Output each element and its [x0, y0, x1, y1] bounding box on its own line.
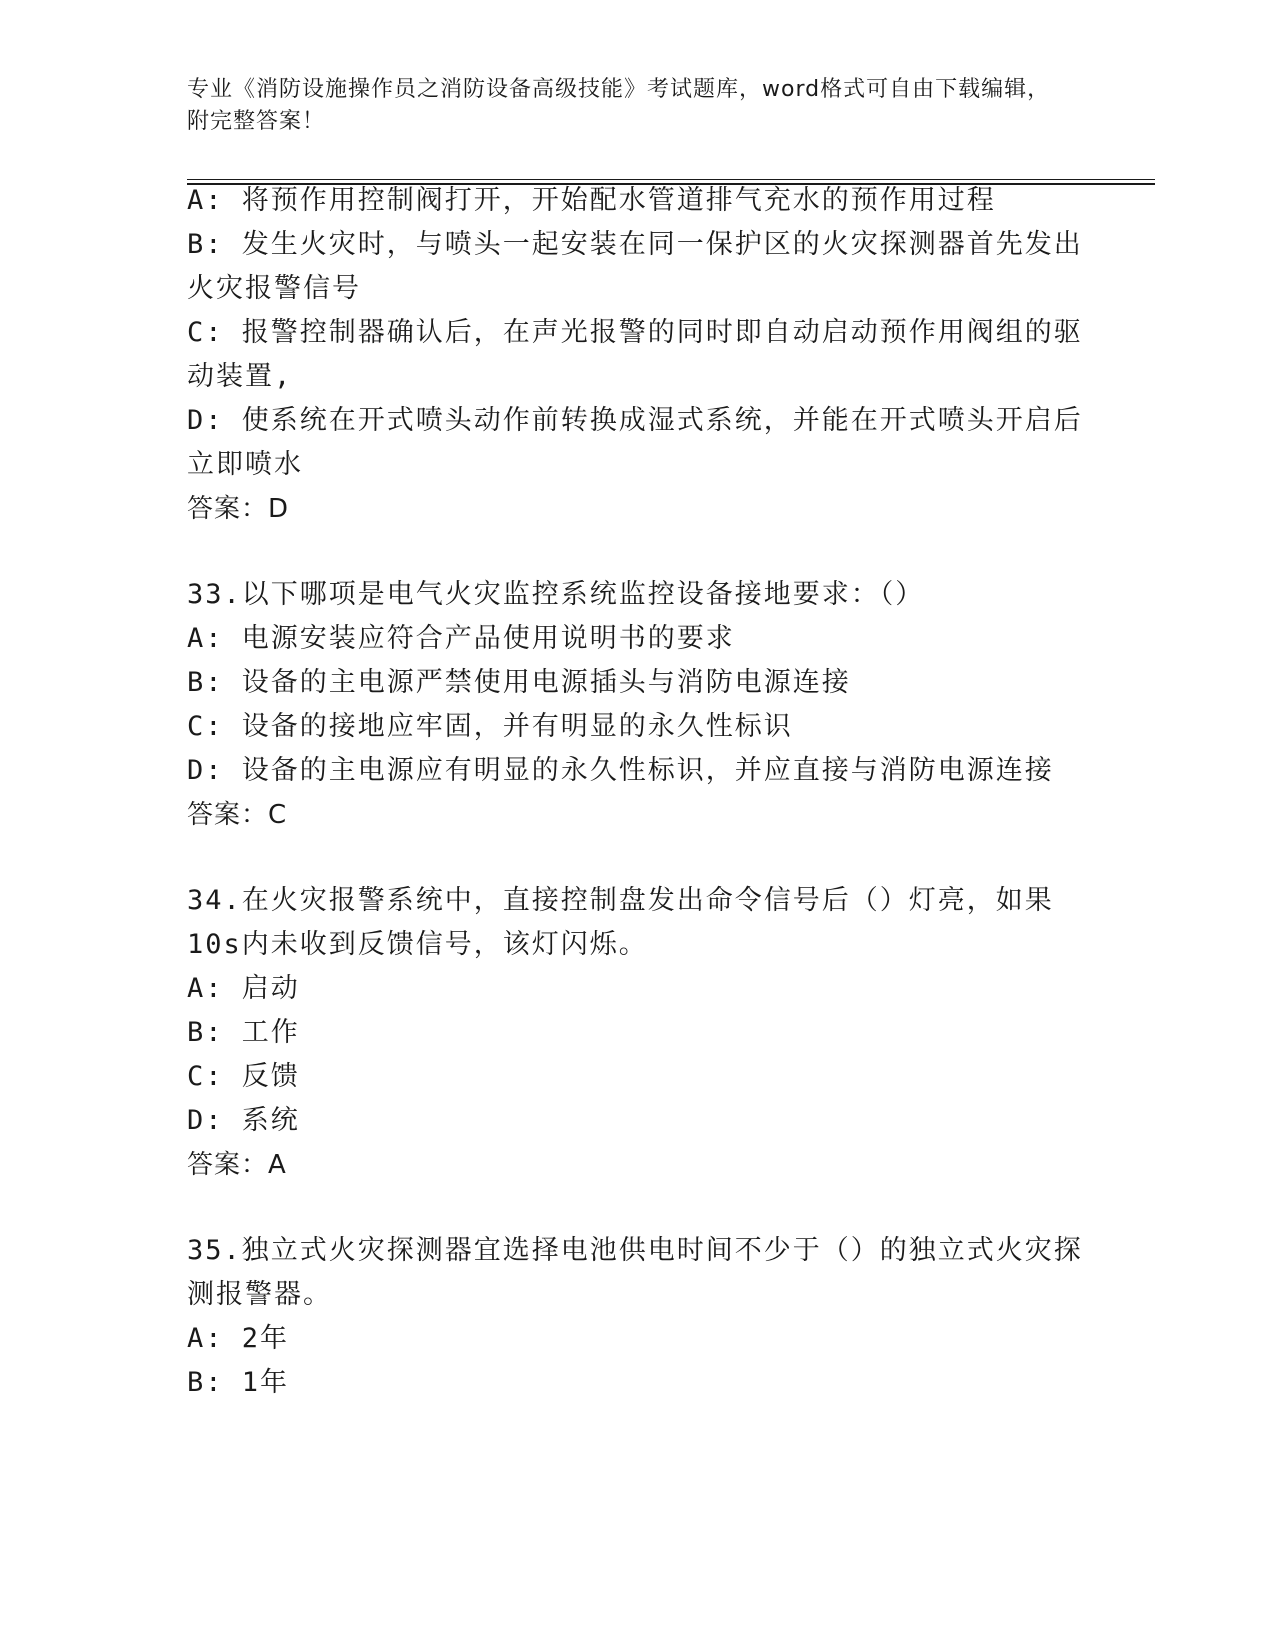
q33-option-a: A: 电源安装应符合产品使用说明书的要求	[187, 623, 735, 654]
q35-option-a: A: 2年	[187, 1323, 290, 1354]
q32-option-c: C: 报警控制器确认后，在声光报警的同时即自动启动预作用阀组的驱	[187, 317, 1083, 348]
q32-option-b: B: 发生火灾时，与喷头一起安装在同一保护区的火灾探测器首先发出	[187, 229, 1083, 260]
q34-option-d: D: 系统	[187, 1105, 300, 1136]
q32-option-a: A: 将预作用控制阀打开，开始配水管道排气充水的预作用过程	[187, 185, 996, 216]
q35-stem-cont: 测报警器。	[187, 1279, 332, 1310]
document-header: 专业《消防设施操作员之消防设备高级技能》考试题库，word格式可自由下载编辑，附完整答案！	[187, 77, 1051, 134]
q32-answer: 答案：D	[187, 494, 290, 524]
q35-stem: 35.独立式火灾探测器宜选择电池供电时间不少于（）的独立式火灾探	[187, 1235, 1083, 1266]
q34-option-c: C: 反馈	[187, 1061, 300, 1092]
q33-answer: 答案：C	[187, 800, 288, 830]
q34-stem: 34.在火灾报警系统中，直接控制盘发出命令信号后（）灯亮，如果	[187, 885, 1054, 916]
q32-option-c-cont: 动装置,	[187, 361, 293, 392]
q33-stem: 33.以下哪项是电气火灾监控系统监控设备接地要求：（）	[187, 579, 925, 610]
q35-option-b: B: 1年	[187, 1367, 290, 1398]
q33-option-d: D: 设备的主电源应有明显的永久性标识，并应直接与消防电源连接	[187, 755, 1054, 786]
q34-option-b: B: 工作	[187, 1017, 300, 1048]
q33-option-b: B: 设备的主电源严禁使用电源插头与消防电源连接	[187, 667, 851, 698]
q32-option-d: D: 使系统在开式喷头动作前转换成湿式系统，并能在开式喷头开启后	[187, 405, 1083, 436]
q34-option-a: A: 启动	[187, 973, 300, 1004]
q34-answer: 答案：A	[187, 1150, 287, 1180]
q32-option-d-cont: 立即喷水	[187, 449, 303, 480]
q33-option-c: C: 设备的接地应牢固，并有明显的永久性标识	[187, 711, 793, 742]
q32-option-b-cont: 火灾报警信号	[187, 273, 361, 304]
q34-stem-cont: 10s内未收到反馈信号，该灯闪烁。	[187, 929, 648, 960]
